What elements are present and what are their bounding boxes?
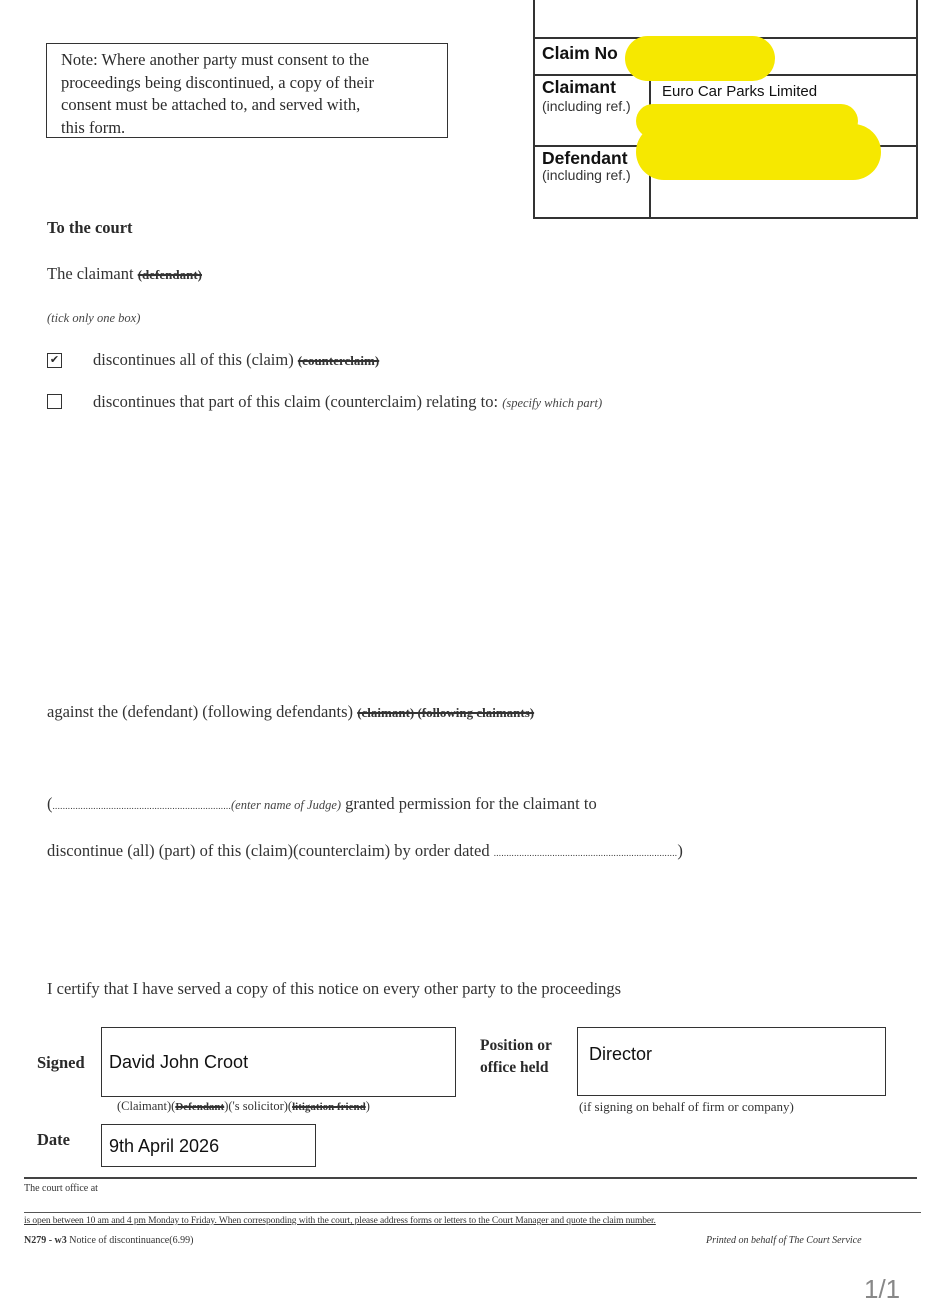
discontinue-part-checkbox[interactable] <box>47 394 62 409</box>
signature-field[interactable] <box>101 1027 456 1097</box>
role-struck-defendant: Defendant <box>175 1101 225 1113</box>
judge-permission-line-1 <box>47 794 597 814</box>
option-discontinue-all <box>93 350 379 370</box>
to-court-heading: To the court <box>47 218 133 237</box>
page-indicator: 1/1 <box>864 1274 901 1304</box>
judge-name-hint: (enter name of Judge) <box>231 798 342 812</box>
date-field[interactable] <box>101 1124 316 1167</box>
judge-permission-text: granted permission for the claimant to <box>341 794 597 813</box>
date-label: Date <box>37 1130 70 1149</box>
form-reference <box>24 1235 193 1246</box>
judge-close-paren: ) <box>677 841 683 860</box>
option-1-text: discontinues all of this (claim) <box>93 350 298 369</box>
position-label-line-2: office held <box>480 1059 549 1076</box>
claimant-label: Claimant <box>542 77 616 97</box>
note-line: Note: Where another party must consent to the <box>61 50 370 69</box>
order-date-dots: ........................................................................ <box>493 848 678 858</box>
against-line <box>47 702 534 722</box>
signatory-role <box>117 1099 370 1114</box>
note-line: this form. <box>61 117 126 137</box>
judge-permission-line-2 <box>47 841 683 861</box>
claimant-ref-label: (including ref.) <box>542 98 631 114</box>
position-label-line-1: Position or <box>480 1037 552 1054</box>
consent-note <box>46 43 448 138</box>
claim-details-table <box>533 0 918 219</box>
claimant-line <box>47 264 202 284</box>
signature-value: David John Croot <box>109 1052 249 1072</box>
note-line: consent must be attached to, and served with, <box>61 95 361 114</box>
court-hours-text: is open between 10 am and 4 pm Monday to Friday. When corresponding with the court, please address forms or letters to the Court Manager and quote the claim number. <box>24 1216 656 1226</box>
option-1-struck: (counterclaim) <box>297 353 380 368</box>
position-value: Director <box>589 1044 653 1064</box>
claim-no-label: Claim No <box>542 43 618 63</box>
claimant-line-text: The claimant <box>47 264 138 283</box>
role-struck-litigation-friend: litigation friend <box>292 1101 366 1113</box>
claim-no-redaction <box>625 36 775 81</box>
discontinue-all-checkbox[interactable]: ✔ <box>47 353 62 368</box>
date-value: 9th April 2026 <box>109 1136 220 1156</box>
position-label <box>480 1035 552 1079</box>
defendant-ref-label: (including ref.) <box>542 167 631 183</box>
signed-label: Signed <box>37 1053 85 1072</box>
defendant-redaction <box>636 124 881 180</box>
defendant-label: Defendant <box>542 148 628 168</box>
claimant-line-struck: (defendant) <box>137 267 202 282</box>
against-text: against the (defendant) (following defendants) <box>47 702 358 721</box>
claimant-value: Euro Car Parks Limited <box>662 83 818 100</box>
note-line: proceedings being discontinued, a copy of their <box>61 72 374 92</box>
against-struck: (claimant) (following claimants) <box>357 705 535 720</box>
role-prefix: (Claimant)( <box>117 1099 176 1113</box>
court-office-label: The court office at <box>24 1183 98 1194</box>
position-hint: (if signing on behalf of firm or company) <box>579 1099 794 1114</box>
printed-by: Printed on behalf of The Court Service <box>706 1235 862 1246</box>
role-mid: )('s solicitor)( <box>224 1099 293 1113</box>
option-discontinue-part <box>93 392 602 412</box>
certify-statement: I certify that I have served a copy of this notice on every other party to the proceedings <box>47 979 622 998</box>
role-suffix: ) <box>365 1099 370 1113</box>
option-2-hint: (specify which part) <box>502 396 603 410</box>
order-dated-text: discontinue (all) (part) of this (claim)(counterclaim) by order dated <box>47 841 494 860</box>
form-code: N279 - w3 <box>24 1235 67 1246</box>
form-title: Notice of discontinuance(6.99) <box>66 1235 194 1246</box>
judge-name-dots: ...................................................................... <box>52 801 231 811</box>
option-2-text: discontinues that part of this claim (counterclaim) relating to: <box>93 392 503 411</box>
judge-open-paren: ( <box>47 794 53 813</box>
tick-hint: (tick only one box) <box>47 311 141 325</box>
position-field[interactable] <box>577 1027 886 1096</box>
